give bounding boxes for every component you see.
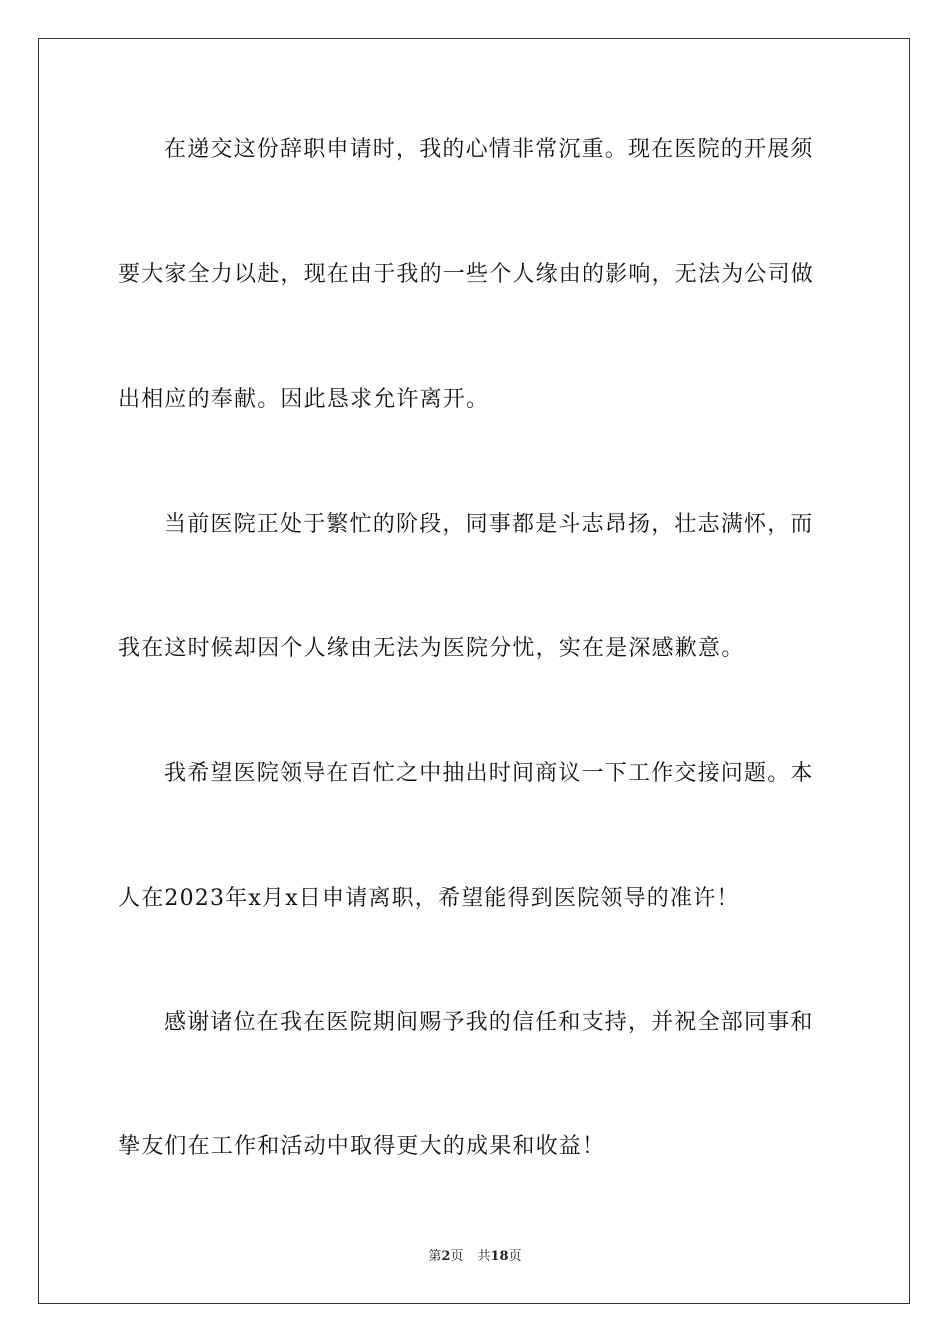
paragraph-3-line-1: 我希望医院领导在百忙之中抽出时间商议一下工作交接问题。本 <box>164 761 814 786</box>
paragraph-2-line-1: 当前医院正处于繁忙的阶段，同事都是斗志昂扬，壮志满怀，而 <box>164 512 814 537</box>
total-prefix: 共 <box>477 1249 491 1264</box>
total-pages: 18 <box>490 1249 509 1264</box>
paragraph-1-line-3: 出相应的奉献。因此恳求允许离开。 <box>118 387 490 412</box>
paragraph-3-line-2: 人在2023年x月x日申请离职，希望能得到医院领导的准许！ <box>118 886 740 911</box>
paragraph-1-line-2: 要大家全力以赴，现在由于我的一些个人缘由的影响，无法为公司做 <box>118 262 815 287</box>
page-suffix: 页 <box>450 1249 464 1264</box>
page-border <box>38 38 910 1304</box>
paragraph-4-line-2: 挚友们在工作和活动中取得更大的成果和收益！ <box>118 1134 606 1159</box>
paragraph-1-line-1: 在递交这份辞职申请时，我的心情非常沉重。现在医院的开展须 <box>164 137 814 162</box>
paragraph-2-line-2: 我在这时候却因个人缘由无法为医院分忧，实在是深感歉意。 <box>118 636 745 661</box>
page-prefix: 第 <box>428 1249 442 1264</box>
page-number: 2 <box>441 1249 451 1264</box>
total-suffix: 页 <box>508 1249 522 1264</box>
page-footer <box>0 1245 950 1264</box>
paragraph-4-line-1: 感谢诸位在我在医院期间赐予我的信任和支持，并祝全部同事和 <box>164 1010 814 1035</box>
